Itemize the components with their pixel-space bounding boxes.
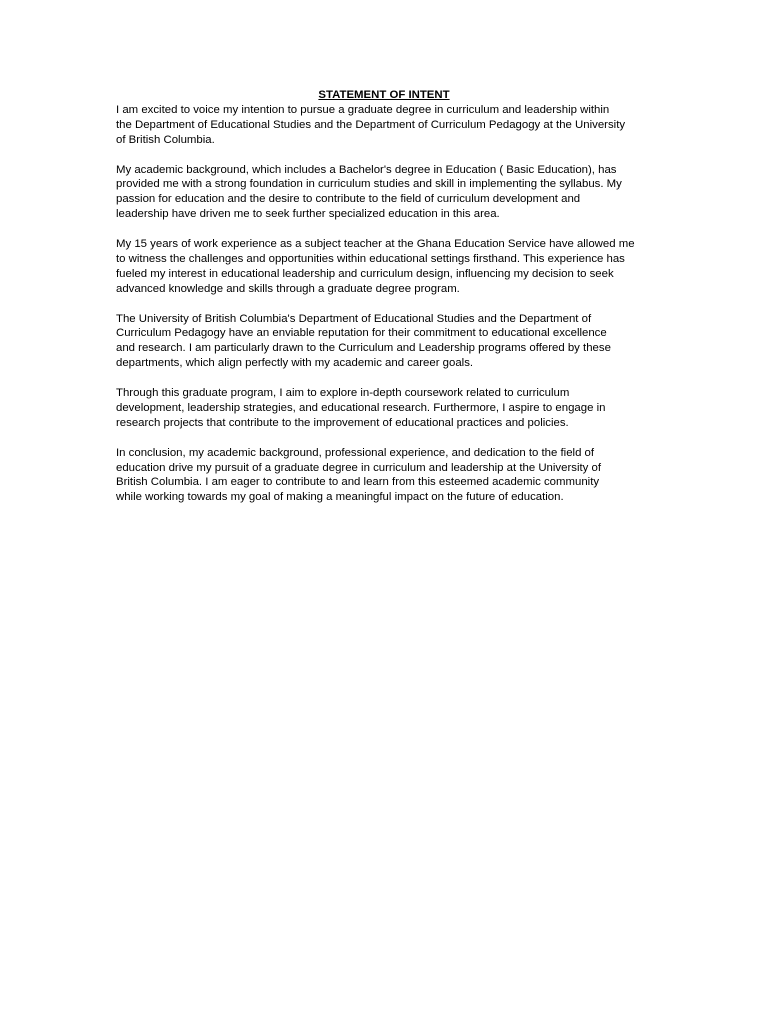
paragraph-program-goals: Through this graduate program, I aim to explore in-depth coursework related to curriculum development, leadership strategies, and educational research. Furthermore, I aspire to engage in research projects that contribute to the improvement of educational practices and policies. [116, 387, 606, 429]
document-body [116, 88, 652, 520]
paragraph-work-experience: My 15 years of work experience as a subject teacher at the Ghana Education Service have allowed me to witness the challenges and opportunities within educational settings firsthand. This experience has fueled my interest in educational leadership and curriculum design, influencing my decision to seek advanced knowledge and skills through a graduate degree program. [116, 238, 635, 295]
document-title: STATEMENT OF INTENT [318, 89, 450, 101]
paragraph-academic-background: My academic background, which includes a Bachelor's degree in Education ( Basic Education), has provided me with a strong foundation in curriculum studies and skill in implementing the syllabus. My passion for education and the desire to contribute to the field of curriculum development and leadership have driven me to seek further specialized education in this area. [116, 163, 622, 221]
paragraph-intro: I am excited to voice my intention to pursue a graduate degree in curriculum and leadership within the Department of Educational Studies and the Department of Curriculum Pedagogy at the University of British Columbia. [116, 103, 626, 146]
paragraph-conclusion: In conclusion, my academic background, professional experience, and dedication to the field of education drive my pursuit of a graduate degree in curriculum and leadership at the University of British Columbia. I am eager to contribute to and learn from this esteemed academic community while working towards my goal of making a meaningful impact on the future of education. [116, 446, 601, 504]
paragraph-university-reputation: The University of British Columbia's Department of Educational Studies and the Department of Curriculum Pedagogy have an enviable reputation for their commitment to educational excellence and research. I am particularly drawn to the Curriculum and Leadership programs offered by these departments, which align perfectly with my academic and career goals. [116, 312, 611, 370]
